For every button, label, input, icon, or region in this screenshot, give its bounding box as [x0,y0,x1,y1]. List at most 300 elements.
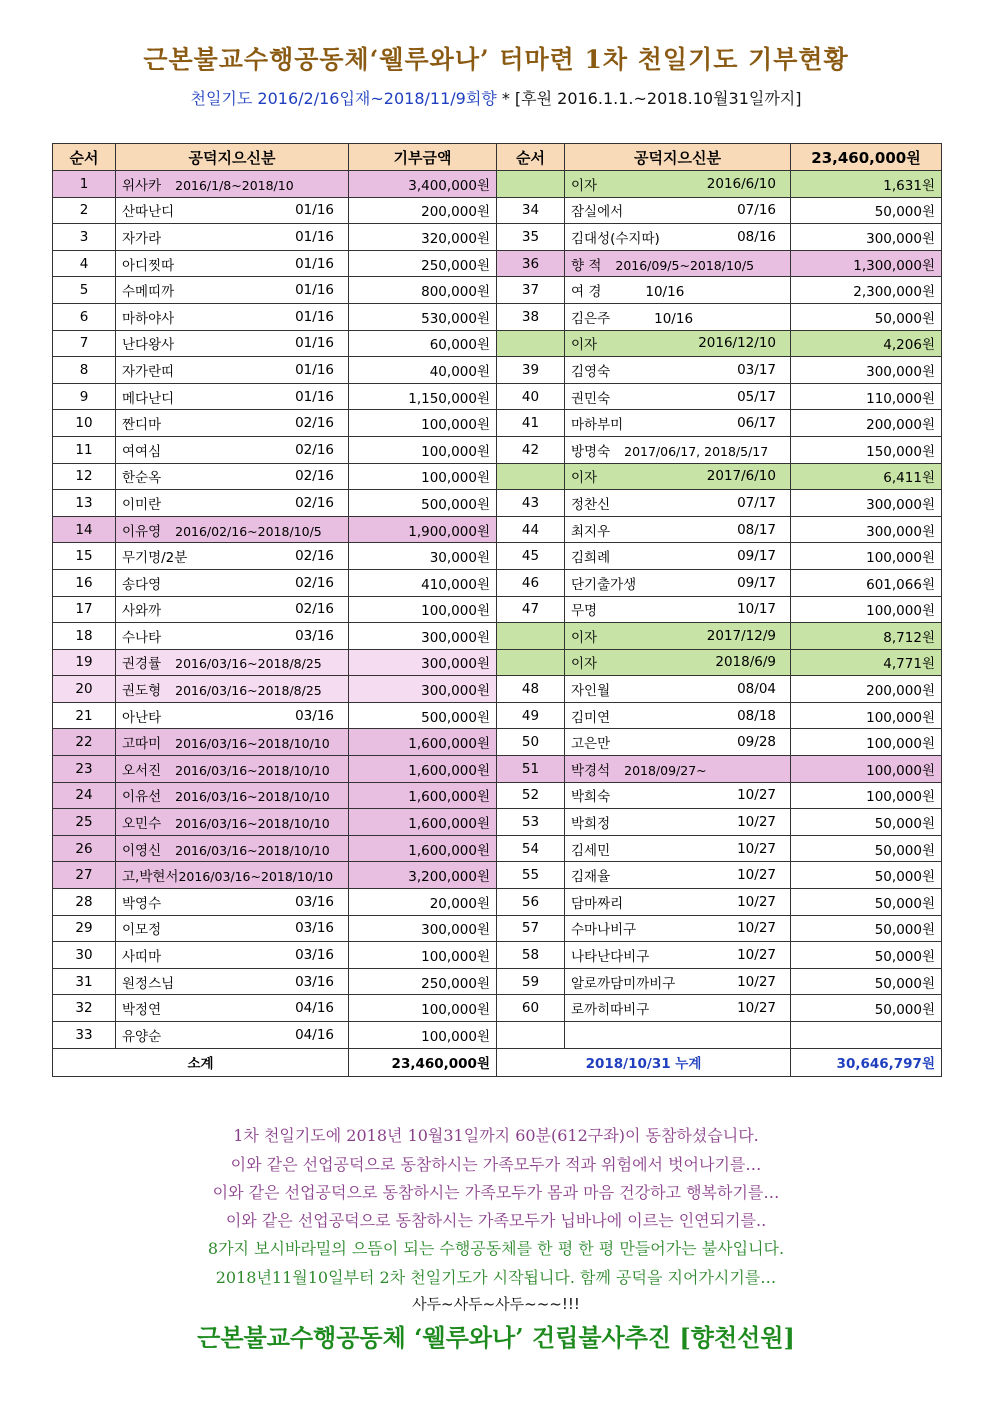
footer-line-2: 이와 같은 선업공덕으로 동참하시는 가족모두가 적과 위험에서 벗어나기를… [230,1155,762,1174]
donor-name-cell [565,357,791,384]
donor-number: 8 [53,357,116,384]
donor-number: 58 [497,942,565,969]
footer-organization: 근본불교수행공동체 ‘웰루와나’ 건립불사추진 [향천선원] [197,1323,795,1352]
donor-name: 박희정 [571,816,611,833]
donor-name-cell [116,463,349,490]
donor-name-cell [565,702,791,729]
donor-number: 2 [53,197,116,224]
donation-amount: 8,712원 [791,623,942,650]
table-row [53,490,942,517]
donor-name: 이자 [571,177,598,194]
donor-name: 사띠마 [122,949,162,966]
donor-name-cell [565,410,791,437]
donation-amount: 1,600,000원 [349,729,497,756]
table-row [53,171,942,198]
donor-name: 알로까담미까비구 [571,975,676,992]
donor-name-cell [116,250,349,277]
donation-amount: 1,631원 [791,171,942,198]
table-row [53,649,942,676]
donor-name: 고은만 [571,736,611,753]
donor-number: 56 [497,889,565,916]
donor-number: 49 [497,702,565,729]
donation-date: 02/16 [295,494,334,511]
donation-date: 01/16 [295,361,334,378]
donation-amount: 410,000원 [349,569,497,596]
subtotal-amount: 23,460,000원 [349,1048,497,1076]
donor-number: 6 [53,303,116,330]
donor-name-cell [565,968,791,995]
donor-name: 김대성(수지따) [571,230,660,247]
donor-name: 무명 [571,603,598,620]
table-row [53,729,942,756]
donor-name: 한순옥 [122,470,162,487]
donation-date: 2016/02/16~2018/10/5 [175,523,322,539]
donor-name: 권민숙 [571,390,611,407]
donor-number [497,649,565,676]
donation-amount: 40,000원 [349,357,497,384]
donor-number: 5 [53,277,116,304]
donor-name: 잠실에서 [571,204,624,221]
donation-date: 08/04 [737,681,776,698]
donor-name: 자가란띠 [122,363,175,380]
donor-name-cell [116,303,349,330]
donation-amount: 100,000원 [791,596,942,623]
donor-name: 단기출가생 [571,576,637,593]
donor-number: 12 [53,463,116,490]
donor-name-cell [116,756,349,783]
donation-date: 03/16 [295,947,334,964]
donor-number: 25 [53,809,116,836]
donation-date: 2016/09/5~2018/10/5 [615,257,755,273]
donor-name: 여여심 [122,443,162,460]
donor-name: 수나타 [122,629,162,646]
donation-date: 01/16 [295,202,334,219]
donor-name: 아난타 [122,709,162,726]
donation-amount: 110,000원 [791,383,942,410]
donor-name-cell [116,782,349,809]
donation-date: 10/27 [737,867,776,884]
donation-date: 10/27 [737,947,776,964]
donor-name: 짠디마 [122,417,162,434]
table-row [53,436,942,463]
donation-amount: 100,000원 [791,782,942,809]
donor-name-cell [565,224,791,251]
donation-date: 2016/03/16~2018/8/25 [175,656,322,672]
donor-number: 40 [497,383,565,410]
donation-date: 2016/03/16~2018/10/10 [175,816,330,832]
donor-number: 35 [497,224,565,251]
table-row [53,942,942,969]
donation-amount: 300,000원 [349,676,497,703]
donor-name-cell [565,729,791,756]
donor-name: 자가라 [122,230,162,247]
page-title: 근본불교수행공동체‘웰루와나’ 터마련 1차 천일기도 기부현황 [143,45,849,74]
donor-number: 21 [53,702,116,729]
donor-name-cell [565,197,791,224]
donor-number [497,1022,565,1049]
donor-name: 무기명/2분 [122,550,188,567]
donation-amount: 100,000원 [349,463,497,490]
donation-amount: 100,000원 [349,410,497,437]
donor-name-cell [116,623,349,650]
donor-name-cell [565,942,791,969]
donor-number: 39 [497,357,565,384]
donor-name: 방명숙 [571,443,611,460]
donor-number: 15 [53,543,116,570]
donor-name: 박희숙 [571,789,611,806]
donor-number: 32 [53,995,116,1022]
donor-number: 13 [53,490,116,517]
table-row [53,835,942,862]
donor-name-cell [565,383,791,410]
subtitle-sponsorship: * [후원 2016.1.1.~2018.10월31일까지] [496,89,802,108]
footer-line-4: 이와 같은 선업공덕으로 동참하시는 가족모두가 닙바나에 이르는 인연되기를.. [225,1211,767,1230]
donor-number: 31 [53,968,116,995]
donation-amount: 50,000원 [791,835,942,862]
donation-amount: 50,000원 [791,942,942,969]
cumulative-amount: 30,646,797원 [791,1048,942,1076]
donor-name-cell [565,543,791,570]
donor-name-cell [116,942,349,969]
donor-number: 53 [497,809,565,836]
donor-name: 박정연 [122,1002,162,1019]
donor-number: 33 [53,1022,116,1049]
donation-date: 03/17 [737,361,776,378]
donor-number: 41 [497,410,565,437]
donation-date: 10/27 [737,1000,776,1017]
donor-name-cell [565,569,791,596]
donor-name-cell [565,330,791,357]
donation-table [52,143,942,1077]
donor-name-cell [565,303,791,330]
table-row [53,889,942,916]
table-row [53,968,942,995]
donor-name: 이유선 [122,789,162,806]
donation-date: 2016/03/16~2018/10/10 [175,789,330,805]
donation-amount: 100,000원 [791,756,942,783]
donor-name: 마하부미 [571,417,624,434]
donation-date: 08/17 [737,521,776,538]
donor-name: 최지우 [571,523,611,540]
donor-name-cell [116,569,349,596]
donation-date: 10/27 [737,787,776,804]
table-row [53,702,942,729]
donor-name: 이자 [571,337,598,354]
donation-date: 05/17 [737,388,776,405]
donation-date: 10/16 [645,284,685,301]
donor-number: 28 [53,889,116,916]
donation-date: 03/16 [295,973,334,990]
donor-number: 38 [497,303,565,330]
donation-amount [791,1022,942,1049]
donation-date: 01/16 [295,388,334,405]
donation-amount: 100,000원 [791,702,942,729]
donor-number: 23 [53,756,116,783]
donor-number: 52 [497,782,565,809]
donation-amount: 100,000원 [349,1022,497,1049]
donor-number: 50 [497,729,565,756]
donor-name-cell [116,383,349,410]
donor-number: 43 [497,490,565,517]
donor-number: 17 [53,596,116,623]
donation-amount: 300,000원 [791,516,942,543]
donation-amount: 500,000원 [349,490,497,517]
donation-date: 03/16 [295,920,334,937]
donation-amount: 50,000원 [791,862,942,889]
donation-amount: 300,000원 [349,623,497,650]
donation-amount: 4,206원 [791,330,942,357]
donation-amount: 20,000원 [349,889,497,916]
donation-amount: 200,000원 [349,197,497,224]
donor-number: 7 [53,330,116,357]
donor-number: 1 [53,171,116,198]
table-row [53,569,942,596]
table-row [53,995,942,1022]
donation-date: 2016/12/10 [698,335,776,352]
donor-name: 수마나비구 [571,922,637,939]
donation-amount: 100,000원 [791,543,942,570]
donation-date: 02/16 [295,415,334,432]
donor-name: 오민수 [122,816,162,833]
donation-amount: 1,150,000원 [349,383,497,410]
donor-name: 향 적 [571,257,602,274]
donor-name: 김미연 [571,709,611,726]
donor-name-cell [565,649,791,676]
donation-amount: 1,900,000원 [349,516,497,543]
subtotal-label: 소계 [53,1048,349,1076]
donor-name: 이자 [571,656,598,673]
donation-date: 2016/03/16~2018/10/10 [175,762,330,778]
donor-name-cell [565,835,791,862]
donor-name-cell [116,809,349,836]
donation-date: 10/27 [737,920,776,937]
table-header-row [53,144,942,171]
page-subtitle [0,86,992,109]
donation-amount: 6,411원 [791,463,942,490]
donor-name-cell [565,623,791,650]
cumulative-label: 2018/10/31 누계 [497,1048,791,1076]
donor-number: 19 [53,649,116,676]
donation-date: 2016/03/16~2018/10/10 [175,736,330,752]
donation-date: 02/16 [295,601,334,618]
donation-amount: 3,200,000원 [349,862,497,889]
donation-date: 01/16 [295,255,334,272]
table-row [53,330,942,357]
donation-amount: 60,000원 [349,330,497,357]
donation-amount: 200,000원 [791,676,942,703]
donation-date: 10/27 [737,840,776,857]
donor-name: 여 경 [571,284,602,301]
header-right-name: 공덕지으신분 [565,144,791,171]
donation-date: 02/16 [295,468,334,485]
donor-name-cell [565,889,791,916]
donation-date: 01/16 [295,335,334,352]
donation-amount: 500,000원 [349,702,497,729]
donor-name: 김은주 [571,310,611,327]
donor-number: 11 [53,436,116,463]
donor-name: 아디찟따 [122,257,175,274]
table-row [53,410,942,437]
donation-date: 10/16 [654,310,694,327]
donor-name-cell [116,649,349,676]
donor-name-cell [116,490,349,517]
donor-name-cell [565,756,791,783]
donor-number: 24 [53,782,116,809]
header-left-name: 공덕지으신분 [116,144,349,171]
donation-date: 01/16 [295,228,334,245]
donor-number: 57 [497,915,565,942]
donation-date: 2017/12/9 [706,627,776,644]
donor-number: 45 [497,543,565,570]
donor-name-cell [565,490,791,517]
table-row [53,303,942,330]
footer-line-3: 이와 같은 선업공덕으로 동참하시는 가족모두가 몸과 마음 건강하고 행복하기를… [212,1183,780,1202]
donation-date: 08/16 [737,228,776,245]
donor-number: 20 [53,676,116,703]
donation-date: 10/27 [737,893,776,910]
donor-name-cell [565,782,791,809]
donor-number [497,171,565,198]
donor-name: 고,박현서 [122,869,179,886]
donor-name-cell [116,277,349,304]
donor-number: 3 [53,224,116,251]
donor-number: 27 [53,862,116,889]
donor-name-cell [116,596,349,623]
donor-name-cell [116,224,349,251]
donor-name-cell [116,968,349,995]
donor-name-cell [116,729,349,756]
donor-name-cell [116,915,349,942]
donation-date: 09/28 [737,734,776,751]
donation-amount: 800,000원 [349,277,497,304]
table-row [53,383,942,410]
table-row [53,782,942,809]
donor-number: 46 [497,569,565,596]
donation-date: 2018/6/9 [715,654,776,671]
donor-name-cell [116,995,349,1022]
donation-date: 04/16 [295,1000,334,1017]
donation-amount: 4,771원 [791,649,942,676]
donation-amount: 200,000원 [791,410,942,437]
donor-name: 나타난다비구 [571,949,650,966]
donor-name: 오서진 [122,762,162,779]
donor-name-cell [565,1022,791,1049]
donation-amount: 300,000원 [349,915,497,942]
donation-amount: 50,000원 [791,303,942,330]
donor-name: 이영신 [122,842,162,859]
footer-line-1: 1차 천일기도에 2018년 10월31일까지 60분(612구좌)이 동참하셨습니다. [233,1126,759,1145]
donor-name: 이자 [571,470,598,487]
header-left-no: 순서 [53,144,116,171]
donor-number: 37 [497,277,565,304]
donor-name-cell [116,357,349,384]
donor-name-cell [116,1022,349,1049]
donor-name-cell [565,596,791,623]
donation-date: 2016/6/10 [706,175,776,192]
donation-amount: 1,300,000원 [791,250,942,277]
donation-amount: 150,000원 [791,436,942,463]
donor-number [497,330,565,357]
table-row [53,676,942,703]
totals-row [53,1048,942,1076]
donor-number: 16 [53,569,116,596]
donor-number [497,623,565,650]
donor-number: 42 [497,436,565,463]
donation-amount: 1,600,000원 [349,809,497,836]
table-row [53,197,942,224]
donor-name: 김세민 [571,842,611,859]
donor-name: 이모정 [122,922,162,939]
table-row [53,516,942,543]
donor-number: 26 [53,835,116,862]
donation-date: 2017/06/17, 2018/5/17 [624,443,769,459]
donor-number: 51 [497,756,565,783]
table-row [53,543,942,570]
donor-number: 36 [497,250,565,277]
donor-number: 59 [497,968,565,995]
donation-date: 04/16 [295,1026,334,1043]
donor-name-cell [116,676,349,703]
donation-amount: 300,000원 [791,490,942,517]
donation-date: 2017/6/10 [706,468,776,485]
donation-date: 02/16 [295,574,334,591]
donor-number [497,463,565,490]
donation-date: 10/27 [737,973,776,990]
donor-number: 18 [53,623,116,650]
donor-name-cell [565,277,791,304]
donor-name-cell [565,862,791,889]
donor-name-cell [565,676,791,703]
donor-name: 담마짜리 [571,895,624,912]
donor-number: 55 [497,862,565,889]
donation-amount: 2,300,000원 [791,277,942,304]
donation-date: 03/16 [295,893,334,910]
donor-name: 정찬신 [571,496,611,513]
footer-line-5: 8가지 보시바라밀의 으뜸이 되는 수행공동체를 한 평 한 평 만들어가는 불사입니다. [207,1239,785,1258]
donor-name: 산따난디 [122,204,175,221]
donation-date: 2016/1/8~2018/10 [175,177,294,193]
donor-name-cell [116,543,349,570]
donation-date: 03/16 [295,707,334,724]
donation-date: 02/16 [295,548,334,565]
donor-number: 9 [53,383,116,410]
donor-name: 박영수 [122,895,162,912]
donor-name: 고따미 [122,736,162,753]
header-right-total: 23,460,000원 [791,144,942,171]
donor-number: 60 [497,995,565,1022]
donation-date: 2018/09/27~ [624,762,707,778]
donation-date: 2016/03/16~2018/10/10 [175,842,330,858]
table-row [53,463,942,490]
donation-amount: 50,000원 [791,995,942,1022]
donation-date: 07/17 [737,494,776,511]
donation-date: 06/17 [737,415,776,432]
donor-name-cell [565,463,791,490]
table-row [53,623,942,650]
table-row [53,277,942,304]
table-row [53,250,942,277]
donation-date: 08/18 [737,707,776,724]
donor-number: 44 [497,516,565,543]
donor-number: 29 [53,915,116,942]
donation-date: 02/16 [295,441,334,458]
donation-date: 09/17 [737,548,776,565]
donor-number: 10 [53,410,116,437]
donor-name-cell [565,436,791,463]
donor-number: 30 [53,942,116,969]
donor-name: 권도형 [122,683,162,700]
donation-amount: 50,000원 [791,968,942,995]
